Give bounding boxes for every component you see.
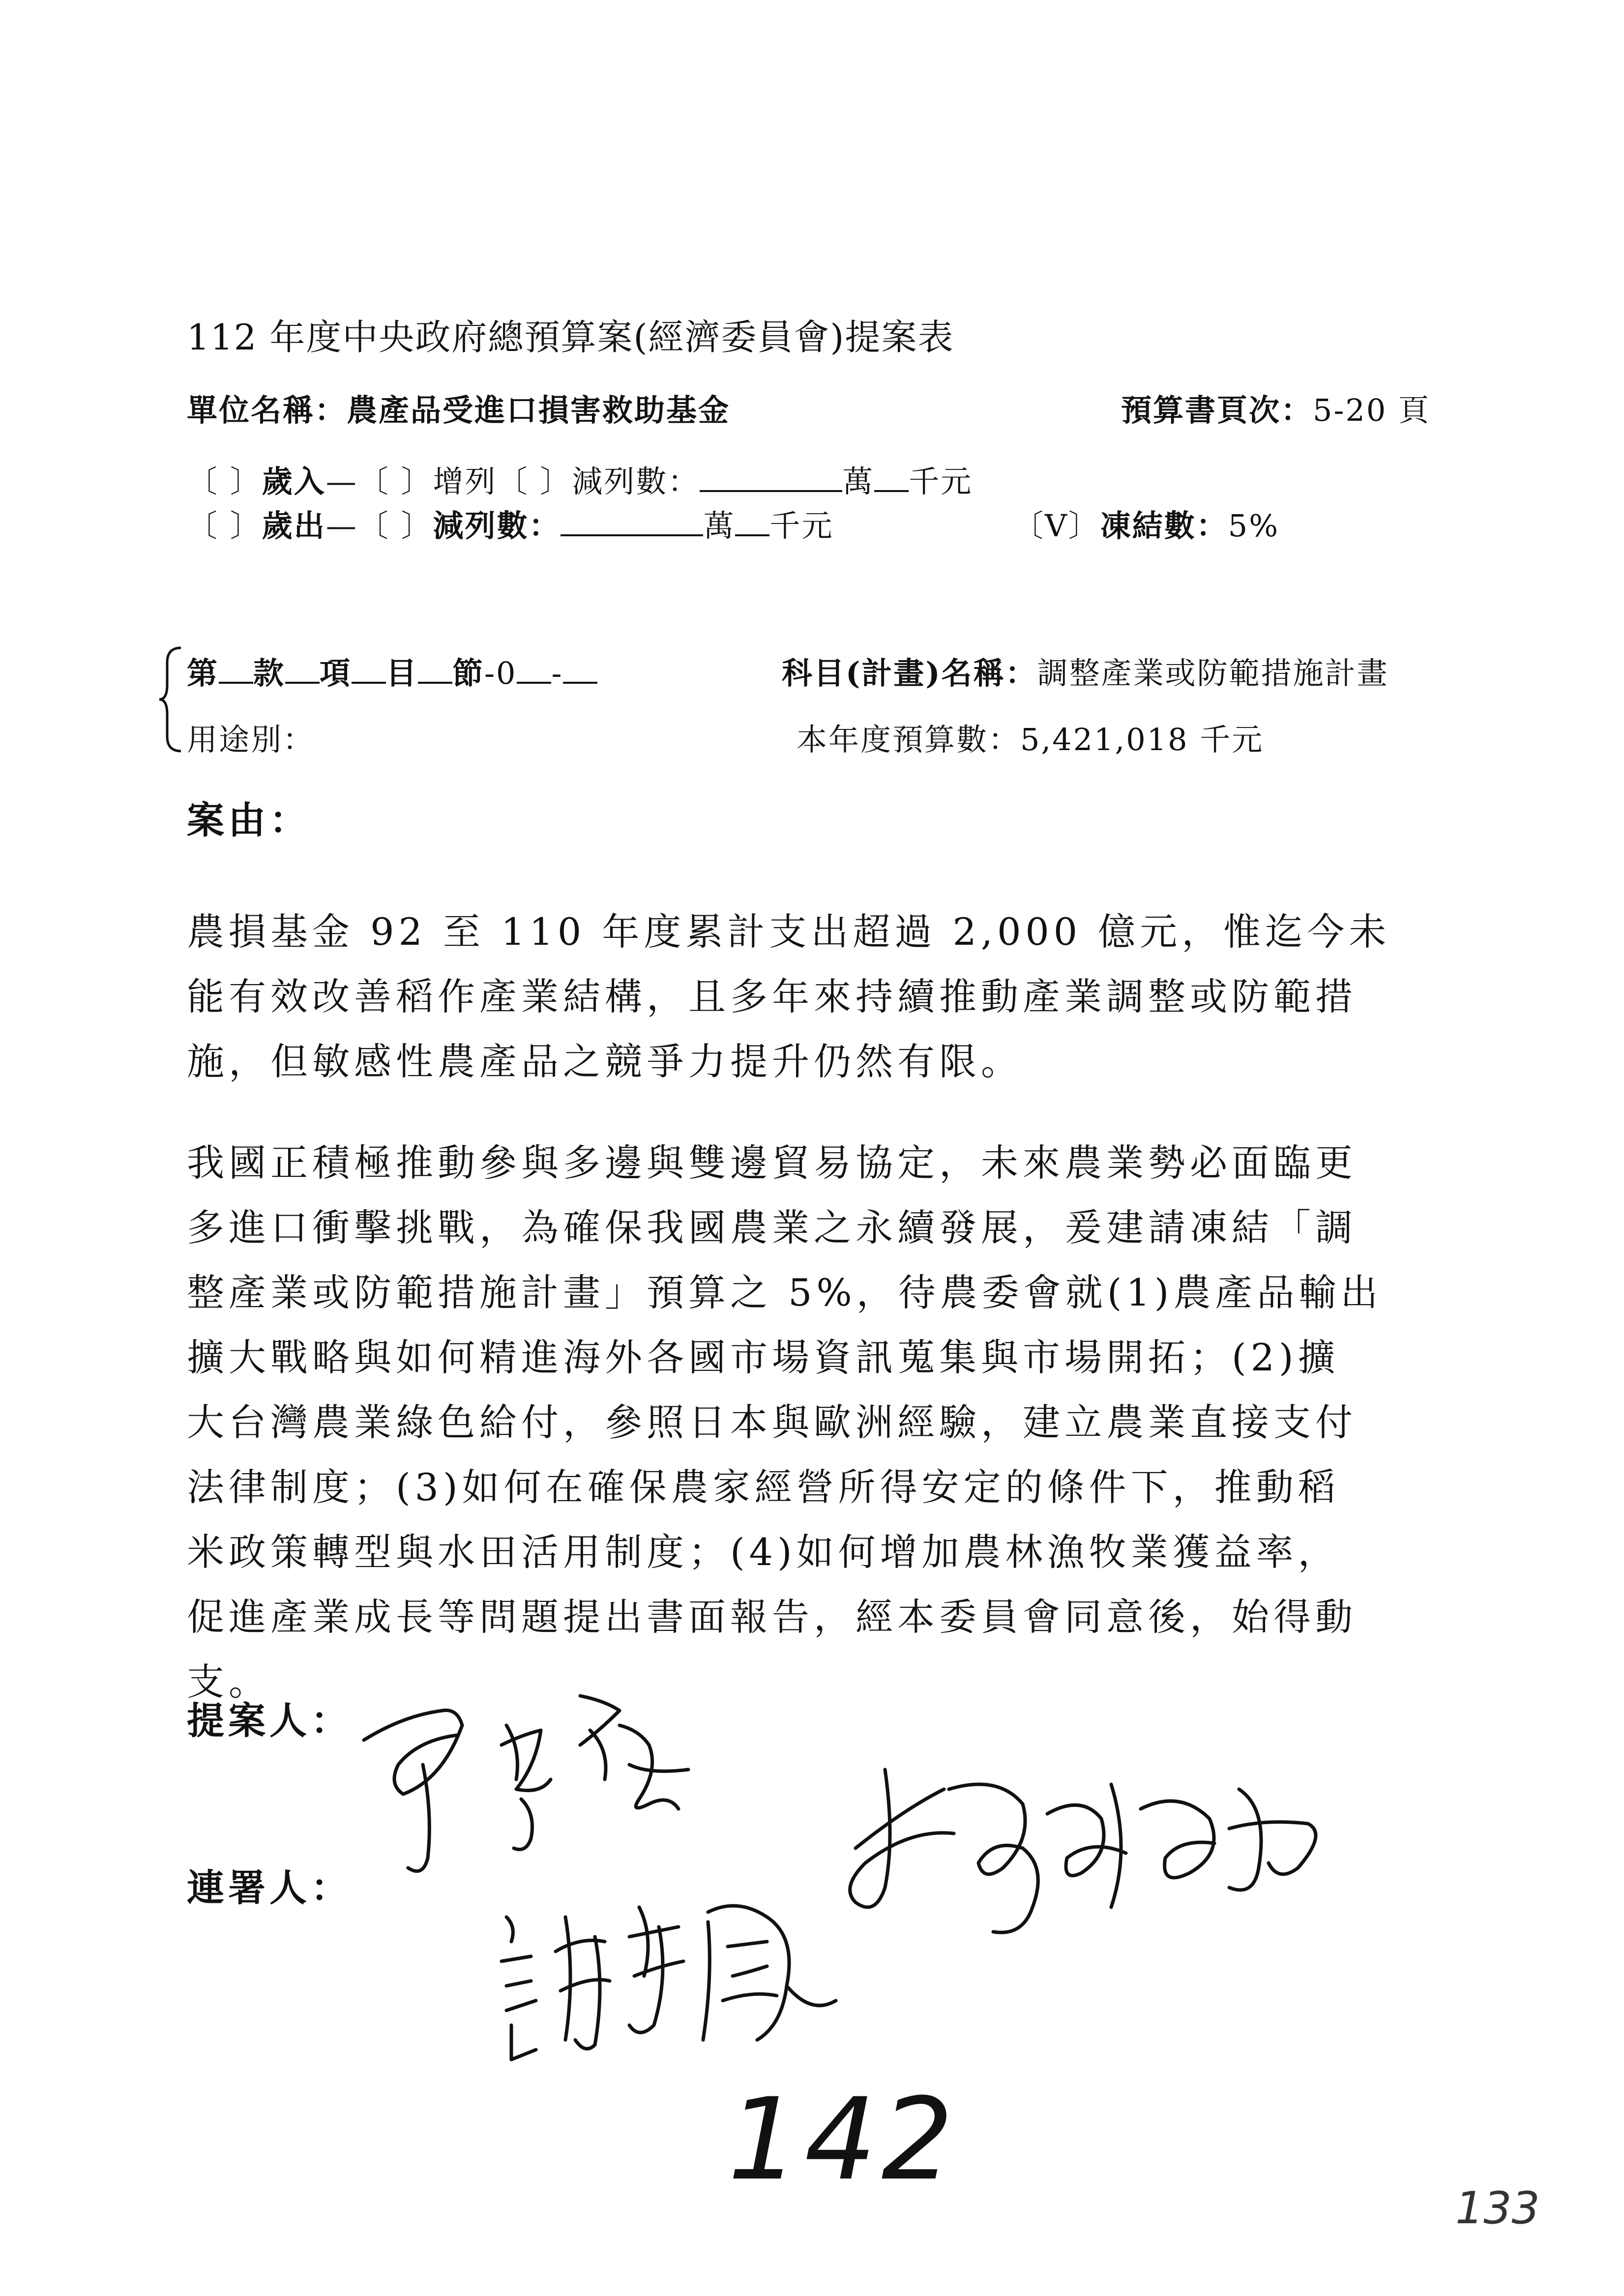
budget-label: 本年度預算數： xyxy=(797,722,1021,757)
budget-value: 5,421,018 千元 xyxy=(1020,722,1264,757)
paragraph-line: 整產業或防範措施計畫」預算之 5%，待農委會就(1)農產品輸出 xyxy=(187,1271,1383,1314)
code-blank-1 xyxy=(517,654,551,684)
subject-value: 調整產業或防範措施計畫 xyxy=(1037,655,1389,691)
paragraph-line: 米政策轉型與水田活用制度；(4)如何增加農林漁牧業獲益率， xyxy=(187,1530,1340,1574)
proposer-signature-image xyxy=(344,1652,747,1907)
paragraph-line: 農損基金 92 至 110 年度累計支出超過 2,000 億元，惟迄今未 xyxy=(187,910,1391,954)
subject-label: 科目(計畫)名稱： xyxy=(782,655,1037,691)
expenditure-dash: — xyxy=(325,508,358,544)
page-ref-value: 5-20 頁 xyxy=(1313,392,1431,428)
revenue-qian-unit: 千元 xyxy=(909,464,973,499)
freeze-group xyxy=(1013,501,1279,545)
revenue-cut-label: 減列數： xyxy=(572,464,700,499)
freeze-label: 凍結數： xyxy=(1100,508,1228,544)
expenditure-cut-checkbox: 〔 〕 xyxy=(357,508,433,544)
paragraph-1 xyxy=(187,900,1431,1094)
section-sep: - xyxy=(551,655,563,691)
kuan-unit: 款 xyxy=(253,655,286,691)
revenue-dash: — xyxy=(325,464,358,499)
unit-row xyxy=(187,386,730,430)
section-row xyxy=(187,649,597,693)
paragraph-line: 能有效改善稻作產業結構，且多年來持續推動產業調整或防範措 xyxy=(187,975,1357,1018)
unit-value: 農產品受進口損害救助基金 xyxy=(347,392,731,428)
paragraph-line: 促進產業成長等問題提出書面報告，經本委員會同意後，始得動 xyxy=(187,1595,1357,1639)
mu-unit: 目 xyxy=(386,655,418,691)
code-blank-2 xyxy=(563,654,597,684)
page-ref xyxy=(1121,386,1430,430)
paragraph-line: 多進口衝擊挑戰，為確保我國農業之永續發展，爰建請凍結「調 xyxy=(187,1206,1357,1250)
paragraph-line: 我國正積極推動參與多邊與雙邊貿易協定，未來農業勢必面臨更 xyxy=(187,1141,1357,1185)
purpose-label: 用途別： xyxy=(187,722,315,757)
expenditure-wan-unit: 萬 xyxy=(703,508,736,544)
expenditure-label: 歲出 xyxy=(262,508,326,544)
jie-unit: 節 xyxy=(452,655,485,691)
xiang-unit: 項 xyxy=(320,655,352,691)
xiang-blank xyxy=(285,654,320,684)
freeze-value: 5% xyxy=(1228,508,1280,544)
paragraph-line: 法律制度；(3)如何在確保農家經營所得安定的條件下，推動稻 xyxy=(187,1465,1340,1509)
kuan-blank xyxy=(219,654,253,684)
paragraph-line: 施，但敏感性農產品之競爭力提升仍然有限。 xyxy=(187,1040,1023,1083)
mu-blank xyxy=(352,654,386,684)
cosigner-signature-image-2 xyxy=(836,1740,1352,2015)
reason-label: 案由： xyxy=(187,798,311,842)
revenue-row xyxy=(187,457,973,501)
expenditure-row xyxy=(187,501,834,545)
subject-row xyxy=(782,649,1389,693)
paragraph-line: 擴大戰略與如何精進海外各國市場資訊蒐集與市場開拓；(2)擴 xyxy=(187,1336,1340,1379)
budget-row xyxy=(797,715,1264,759)
expenditure-wan-blank xyxy=(561,507,703,536)
cosigner-label: 連署人： xyxy=(187,1866,352,1910)
freeze-checkbox: 〔V〕 xyxy=(1013,508,1100,544)
paragraph-line: 大台灣農業綠色給付，參照日本與歐洲經驗，建立農業直接支付 xyxy=(187,1400,1357,1444)
handwritten-number: 142 xyxy=(728,2074,958,2206)
expenditure-cut-label: 減列數： xyxy=(433,508,561,544)
expenditure-qian-unit: 千元 xyxy=(769,508,834,544)
revenue-qian-blank xyxy=(874,463,909,492)
expenditure-qian-blank xyxy=(735,507,769,536)
section-code: -0 xyxy=(484,655,517,691)
paragraph-2 xyxy=(187,1131,1431,1715)
revenue-checkbox: 〔 〕 xyxy=(187,464,262,499)
page-title: 112 年度中央政府總預算案(經濟委員會)提案表 xyxy=(187,317,954,358)
page-number: 133 xyxy=(1455,2182,1540,2234)
expenditure-checkbox: 〔 〕 xyxy=(187,508,262,544)
jie-blank xyxy=(418,654,452,684)
revenue-add-checkbox: 〔 〕 xyxy=(357,464,433,499)
unit-label: 單位名稱： xyxy=(187,392,347,428)
proposer-label: 提案人： xyxy=(187,1699,352,1743)
revenue-wan-unit: 萬 xyxy=(842,464,875,499)
revenue-add-label: 增列 xyxy=(433,464,497,499)
revenue-wan-blank xyxy=(700,463,842,492)
kuan-prefix: 第 xyxy=(187,655,219,691)
section-brace xyxy=(156,643,186,756)
revenue-cut-checkbox: 〔 〕 xyxy=(497,464,572,499)
revenue-label: 歲入 xyxy=(262,464,326,499)
paragraph-line: 支。 xyxy=(187,1660,270,1704)
page-ref-label: 預算書頁次： xyxy=(1121,392,1313,428)
cosigner-signature-image-1 xyxy=(492,1878,885,2084)
